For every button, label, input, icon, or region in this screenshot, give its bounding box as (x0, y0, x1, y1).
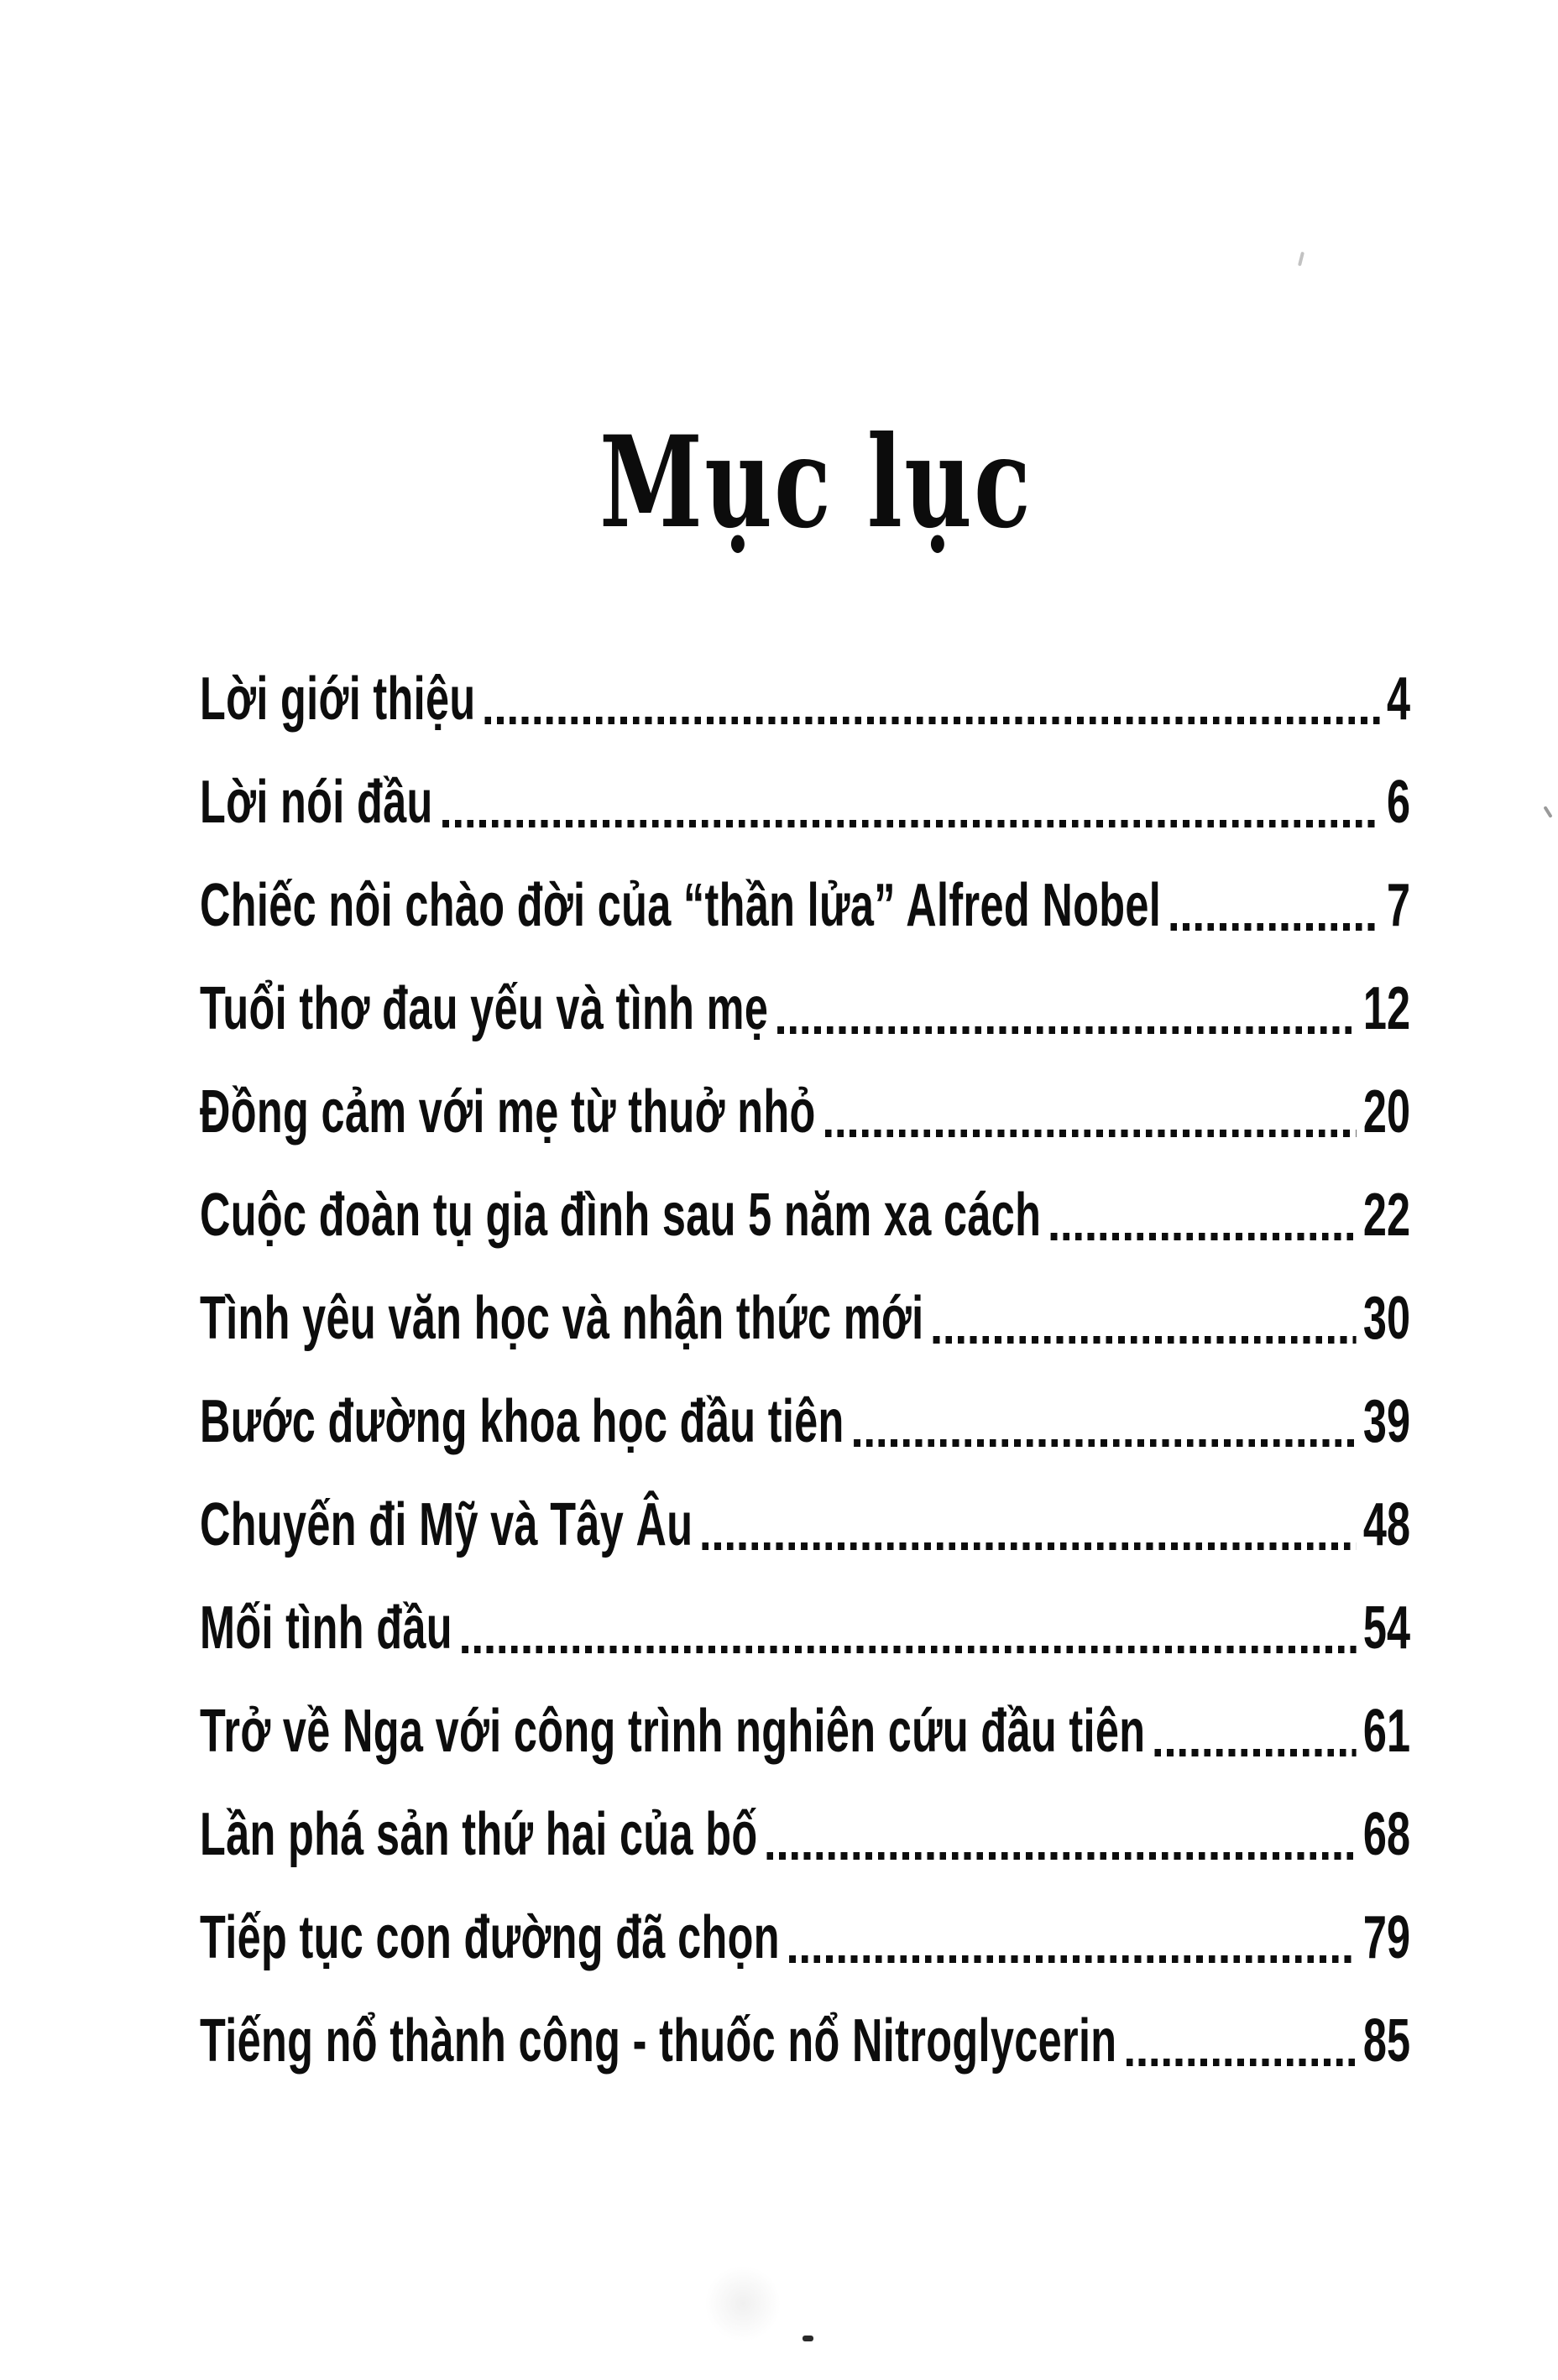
toc-entry (200, 1474, 1410, 1577)
toc-entry-label: Lời nói đầu (200, 769, 433, 836)
dotted-leader (777, 1026, 1356, 1034)
toc-entry-page-number: 4 (1386, 665, 1410, 733)
toc-entry-label: Đồng cảm với mẹ từ thuở nhỏ (200, 1078, 816, 1146)
toc-entry (200, 648, 1410, 751)
toc-entry-page-number: 68 (1362, 1801, 1410, 1868)
table-of-contents (200, 648, 1410, 2093)
toc-entry-label: Chiếc nôi chào đời của “thần lửa” Alfred Nobel (200, 872, 1162, 939)
dotted-leader (789, 1955, 1356, 1963)
toc-entry (200, 1887, 1410, 1990)
toc-entry-label: Mối tình đầu (200, 1594, 452, 1662)
toc-entry (200, 1164, 1410, 1267)
toc-entry-page-number: 6 (1386, 769, 1410, 836)
toc-entry (200, 1680, 1410, 1783)
dotted-leader (1155, 1749, 1357, 1756)
dotted-leader (1170, 923, 1379, 931)
toc-entry-page-number: 30 (1362, 1285, 1410, 1352)
scan-artifact-speck (803, 2336, 813, 2341)
toc-entry-label: Chuyến đi Mỹ và Tây Âu (200, 1491, 693, 1558)
toc-entry-label: Trở về Nga với công trình nghiên cứu đầu tiên (200, 1698, 1146, 1765)
toc-entry (200, 1267, 1410, 1370)
toc-entry (200, 958, 1410, 1061)
dotted-leader (442, 820, 1380, 827)
toc-entry-page-number: 54 (1362, 1594, 1410, 1662)
toc-entry-page-number: 85 (1362, 2007, 1410, 2075)
scan-artifact-mark (1298, 252, 1304, 266)
toc-entry-label: Bước đường khoa học đầu tiên (200, 1388, 844, 1455)
toc-entry-page-number: 22 (1362, 1182, 1410, 1249)
dotted-leader (462, 1646, 1356, 1653)
toc-entry-page-number: 39 (1362, 1388, 1410, 1455)
toc-entry (200, 1783, 1410, 1887)
toc-entry-page-number: 48 (1362, 1491, 1410, 1558)
dotted-leader (825, 1130, 1357, 1137)
toc-entry-page-number: 61 (1362, 1698, 1410, 1765)
toc-entry-label: Lời giới thiệu (200, 665, 476, 733)
dotted-leader (933, 1336, 1357, 1344)
page-title: Mục lục (599, 408, 1033, 556)
toc-entry-label: Tình yêu văn học và nhận thức mới (200, 1285, 924, 1352)
toc-entry (200, 1370, 1410, 1474)
toc-entry (200, 751, 1410, 854)
toc-entry-label: Tiếp tục con đường đã chọn (200, 1904, 780, 1971)
scan-smudge (705, 2266, 781, 2341)
toc-entry-label: Cuộc đoàn tụ gia đình sau 5 năm xa cách (200, 1182, 1042, 1249)
toc-entry-label: Tuổi thơ đau yếu và tình mẹ (200, 975, 769, 1042)
dotted-leader (767, 1852, 1357, 1860)
dotted-leader (1050, 1233, 1356, 1240)
toc-entry (200, 1990, 1410, 2093)
toc-entry (200, 854, 1410, 958)
toc-entry (200, 1577, 1410, 1680)
toc-entry-label: Tiếng nổ thành công - thuốc nổ Nitroglycerin (200, 2007, 1117, 2075)
scan-artifact-tick (1543, 806, 1552, 818)
dotted-leader (703, 1542, 1357, 1550)
toc-entry-page-number: 7 (1386, 872, 1410, 939)
dotted-leader (485, 717, 1380, 724)
toc-entry-page-number: 12 (1362, 975, 1410, 1042)
toc-entry-label: Lần phá sản thứ hai của bố (200, 1801, 758, 1868)
toc-entry-page-number: 79 (1362, 1904, 1410, 1971)
toc-entry (200, 1061, 1410, 1164)
dotted-leader (1127, 2059, 1357, 2066)
dotted-leader (854, 1439, 1357, 1447)
toc-entry-page-number: 20 (1362, 1078, 1410, 1146)
